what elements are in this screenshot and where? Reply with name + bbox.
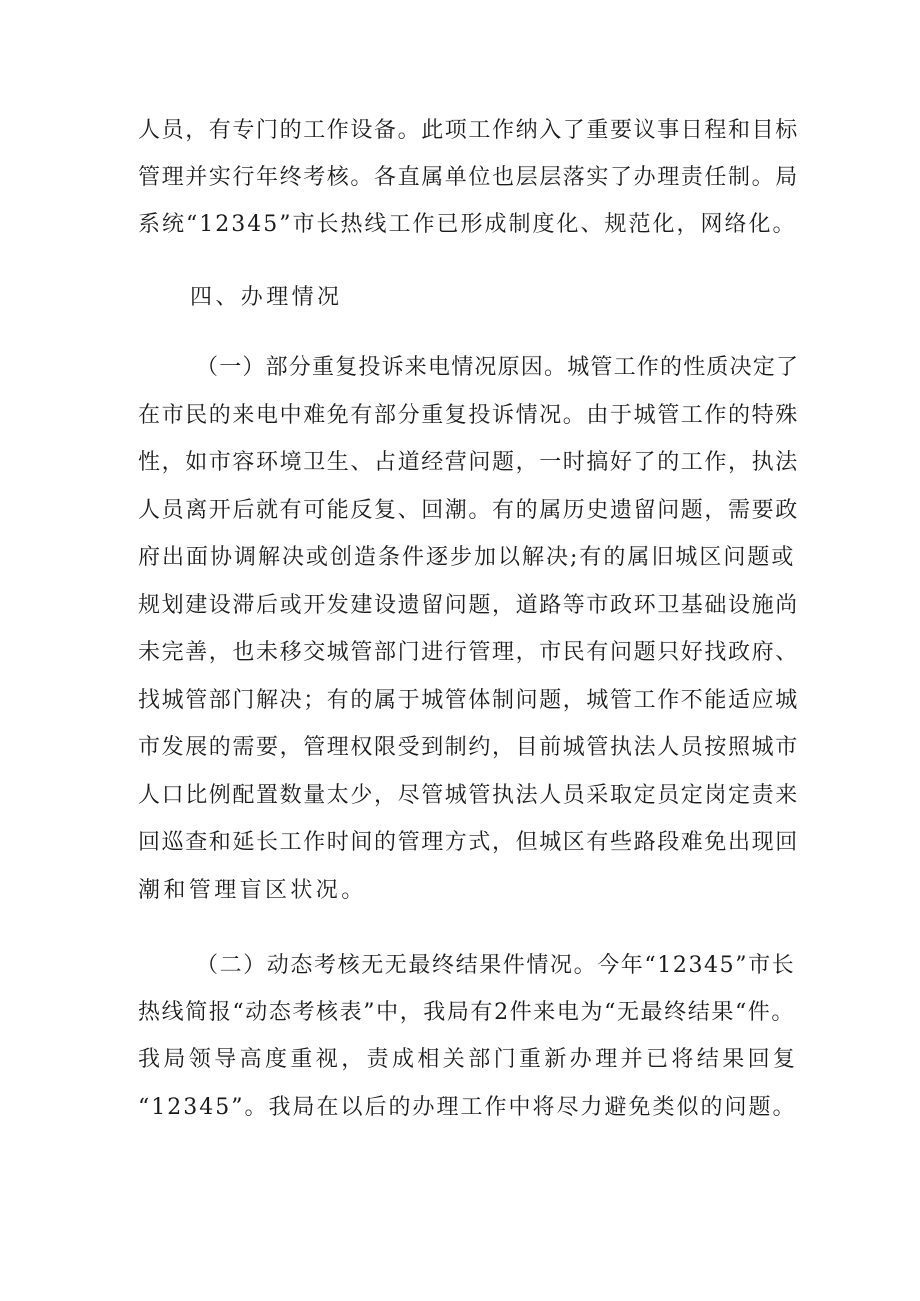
- paragraph-first-line: （一）部分重复投诉来电情况原因。城管工作的性质决定了: [196, 355, 800, 380]
- paragraph-first-line: （二）动态考核无无最终结果件情况。今年“12345”市长: [196, 953, 796, 978]
- text-line: 热线简报“动态考核表”中，我局有2件来电为“无最终结果“件。: [138, 1000, 795, 1025]
- text-line: 府出面协调解决或创造条件逐步加以解决;有的属旧城区问题或: [138, 545, 796, 570]
- text-line: 潮和管理盲区状况。: [138, 878, 367, 903]
- text-line: 系统“12345”市长热线工作已形成制度化、规范化，网络化。: [138, 212, 797, 237]
- text-line: 管理并实行年终考核。各直属单位也层层落实了办理责任制。局: [138, 165, 799, 190]
- text-line: 找城管部门解决；有的属于城管体制问题，城管工作不能适应城: [138, 688, 799, 713]
- text-line: 人口比例配置数量太少，尽管城管执法人员采取定员定岗定责来: [138, 783, 799, 808]
- text-line: 规划建设滞后或开发建设遗留问题，道路等市政环卫基础设施尚: [138, 593, 799, 618]
- text-line: 我局领导高度重视，责成相关部门重新办理并已将结果回复: [138, 1047, 799, 1072]
- text-line: 回巡查和延长工作时间的管理方式，但城区有些路段难免出现回: [138, 830, 799, 855]
- text-line: “12345”。我局在以后的办理工作中将尽力避免类似的问题。: [138, 1095, 797, 1120]
- text-line: 人员离开后就有可能反复、回潮。有的属历史遗留问题，需要政: [138, 498, 799, 523]
- text-line: 人员，有专门的工作设备。此项工作纳入了重要议事日程和目标: [138, 118, 799, 143]
- text-line: 未完善，也未移交城管部门进行管理，市民有问题只好找政府、: [138, 640, 799, 665]
- text-line: 在市民的来电中难免有部分重复投诉情况。由于城管工作的特殊: [138, 403, 799, 428]
- text-line: 市发展的需要，管理权限受到制约，目前城管执法人员按照城市: [138, 735, 799, 760]
- text-line: 性，如市容环境卫生、占道经营问题，一时搞好了的工作，执法: [138, 450, 799, 475]
- section-heading: 四、办理情况: [190, 285, 343, 310]
